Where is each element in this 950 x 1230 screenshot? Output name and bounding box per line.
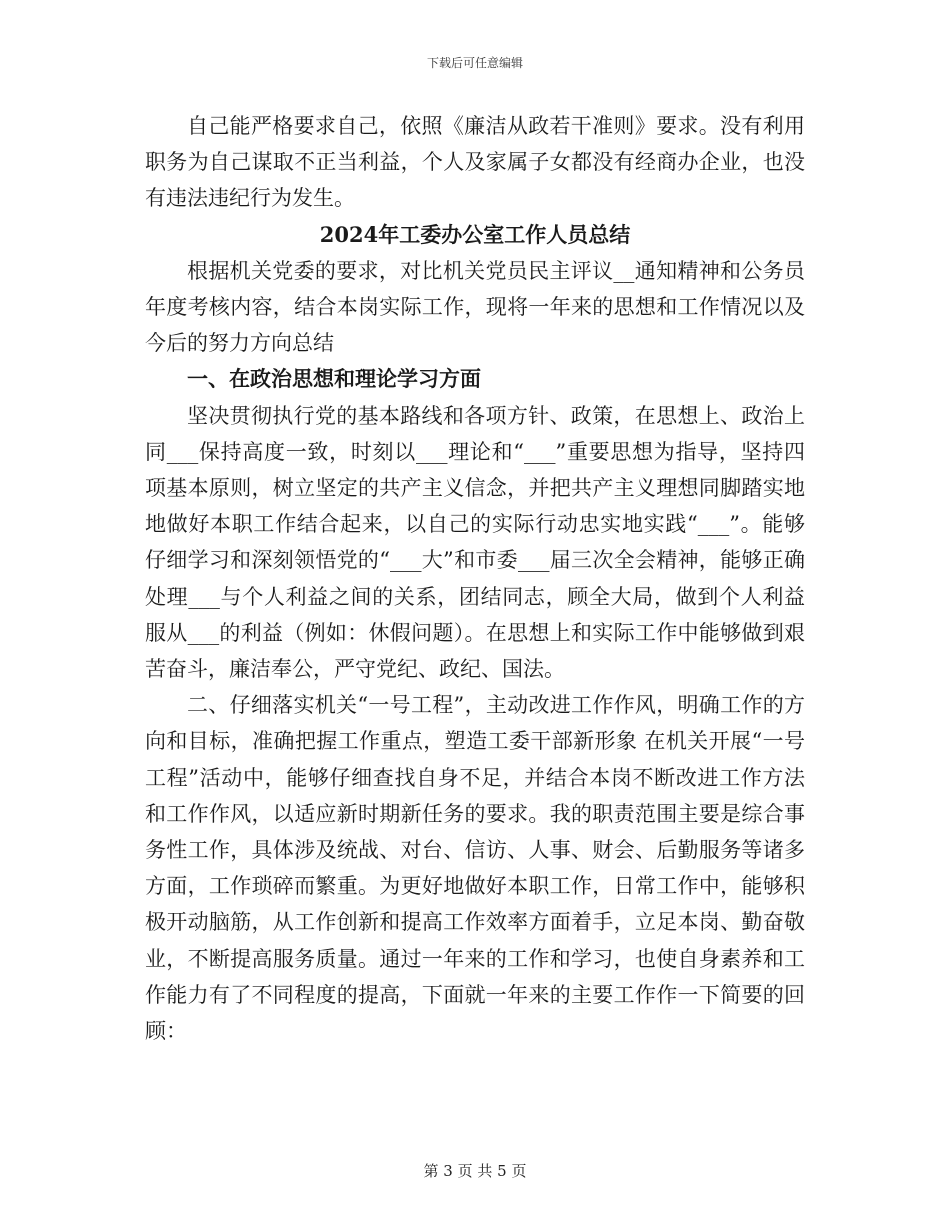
intro-paragraph: 自己能严格要求自己，依照《廉洁从政若干准则》要求。没有利用职务为自己谋取不正当利益，个人及家属子女都没有经商办企业，也没有违法违纪行为发生。 (145, 114, 805, 211)
body-paragraph-1: 根据机关党委的要求，对比机关党员民主评议__通知精神和公务员年度考核内容，结合本岗实际工作，现将一年来的思想和工作情况以及今后的努力方向总结 (145, 258, 805, 356)
page-footer: 第 3 页 共 5 页 (423, 1162, 527, 1180)
document-title: 2024年工委办公室工作人员总结 (319, 221, 631, 247)
page-header-note: 下载后可任意编辑 (426, 56, 523, 70)
section-heading-1: 一、在政治思想和理论学习方面 (187, 366, 481, 392)
document-body (145, 108, 805, 1049)
body-paragraph-2: 坚决贯彻执行党的基本路线和各项方针、政策，在思想上、政治上同___保持高度一致，时刻以___理论和“___”重要思想为指导，坚持四项基本原则，树立坚定的共产主义信念，并把共产主义理想同脚踏实地地做好本职工作结合起来，以自己的实际行动忠实地实践“___”。能够仔细学习和深刻领悟党的“___大”和市委___届三次全会精神，能够正确处理___与个人利益之间的关系，团结同志，顾全大局，做到个人利益服从___的利益（例如：休假问题）。在思想上和实际工作中能够做到艰苦奋斗，廉洁奉公，严守党纪、政纪、国法。 (145, 403, 805, 682)
body-paragraph-3: 二、仔细落实机关“一号工程”，主动改进工作作风，明确工作的方向和目标，准确把握工作重点，塑造工委干部新形象 在机关开展“一号工程”活动中，能够仔细查找自身不足，并结合本岗不断改进工作方法和工作作风，以适应新时期新任务的要求。我的职责范围主要是综合事务性工作，具体涉及统战、对台、信访、人事、财会、后勤服务等诸多方面，工作琐碎而繁重。为更好地做好本职工作，日常工作中，能够积极开动脑筋，从工作创新和提高工作效率方面着手，立足本岗、勤奋敬业，不断提高服务质量。通过一年来的工作和学习，也使自身素养和工作能力有了不同程度的提高，下面就一年来的主要工作作一下简要的回顾： (145, 693, 805, 1044)
